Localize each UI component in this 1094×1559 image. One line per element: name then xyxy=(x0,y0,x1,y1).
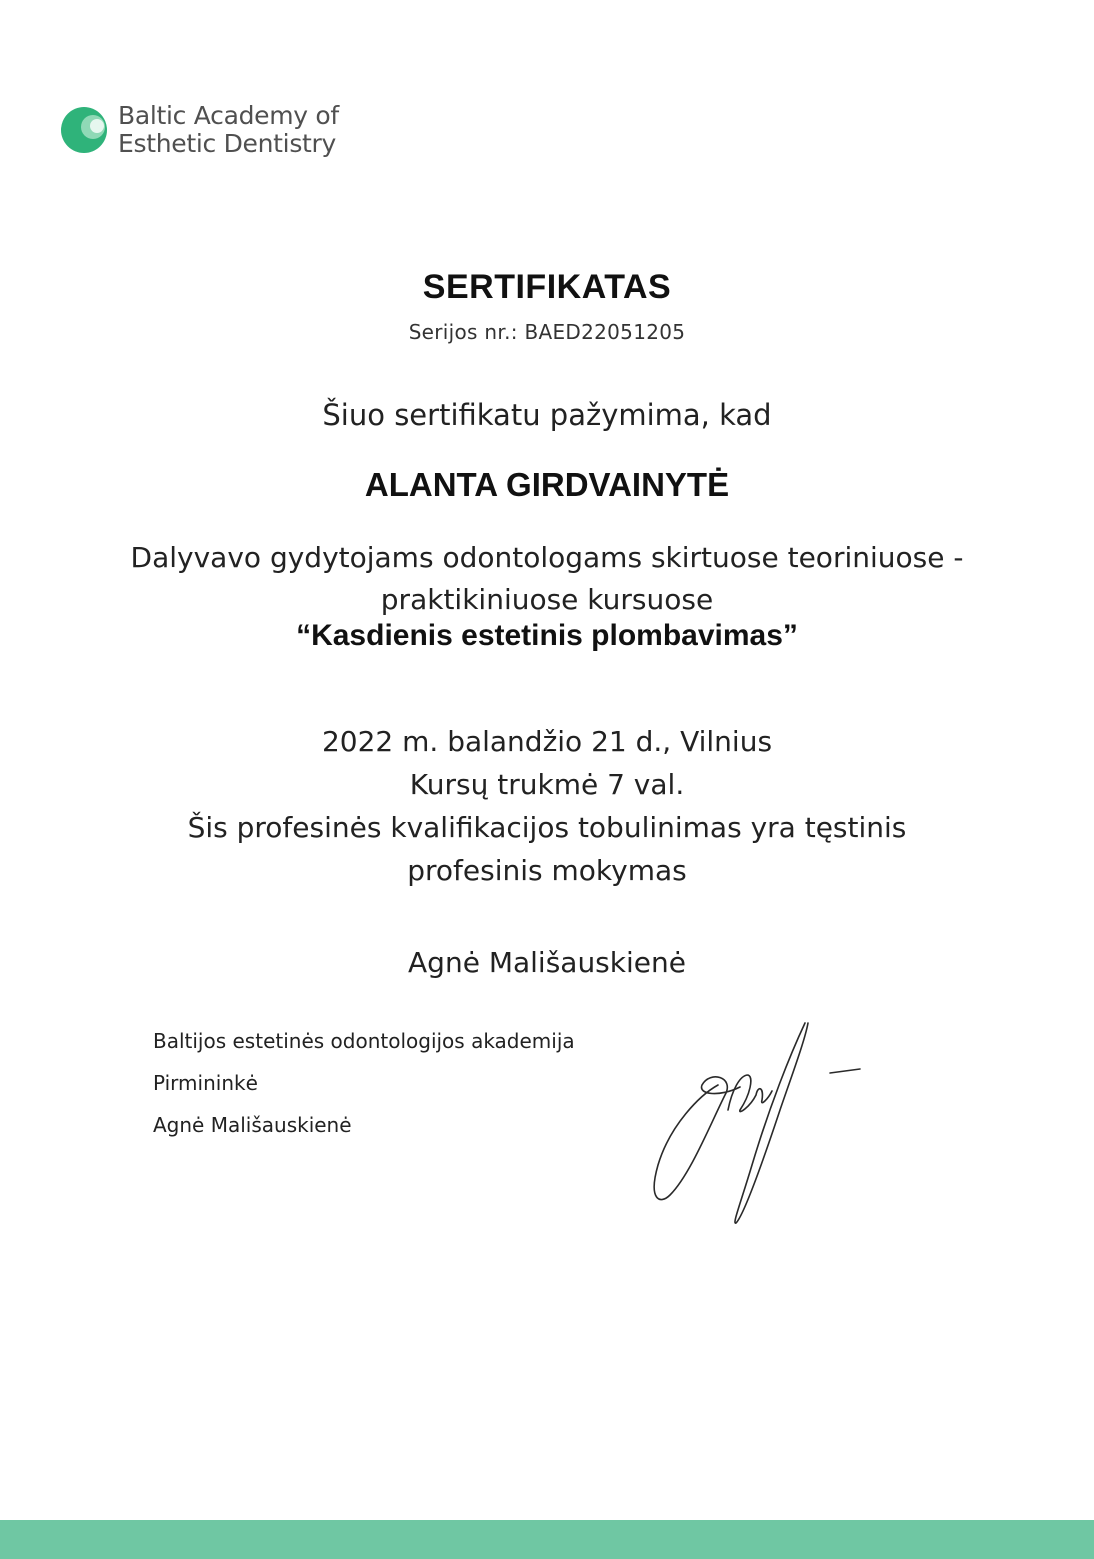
certificate-title: SERTIFIKATAS xyxy=(422,268,672,306)
signature-block xyxy=(153,1020,575,1146)
recipient-name: ALANTA GIRDVAINYTĖ xyxy=(364,466,730,503)
course-duration: Kursų trukmė 7 val. xyxy=(409,768,685,801)
participation-text xyxy=(0,537,1094,621)
participation-line-1: Dalyvavo gydytojams odontologams skirtuose teoriniuose - xyxy=(130,541,964,574)
note-line-1: Šis profesinės kvalifikacijos tobulinimas yra tęstinis xyxy=(187,811,907,844)
logo-line-2: Esthetic Dentistry xyxy=(118,129,337,158)
course-name: “Kasdienis estetinis plombavimas” xyxy=(296,619,798,652)
bottom-accent-bar xyxy=(0,1520,1094,1559)
participation-line-2: praktikiniuose kursuose xyxy=(380,583,714,616)
signer-name: Agnė Mališauskienė xyxy=(408,946,686,979)
logo-text xyxy=(118,102,339,158)
logo-circle-icon xyxy=(60,105,110,155)
academy-logo xyxy=(60,102,339,158)
serial-number: Serijos nr.: BAED22051205 xyxy=(408,320,686,344)
date-place: 2022 m. balandžio 21 d., Vilnius xyxy=(321,725,773,758)
course-details xyxy=(0,720,1094,892)
logo-line-1: Baltic Academy of xyxy=(118,101,339,130)
handwritten-signature xyxy=(640,1015,880,1235)
certify-text: Šiuo sertifikatu pažymima, kad xyxy=(322,398,772,432)
signer-footer-name: Agnė Mališauskienė xyxy=(153,1113,352,1137)
signer-position: Pirmininkė xyxy=(153,1071,258,1095)
note-line-2: profesinis mokymas xyxy=(407,854,687,887)
organization-name: Baltijos estetinės odontologijos akademija xyxy=(153,1029,575,1053)
